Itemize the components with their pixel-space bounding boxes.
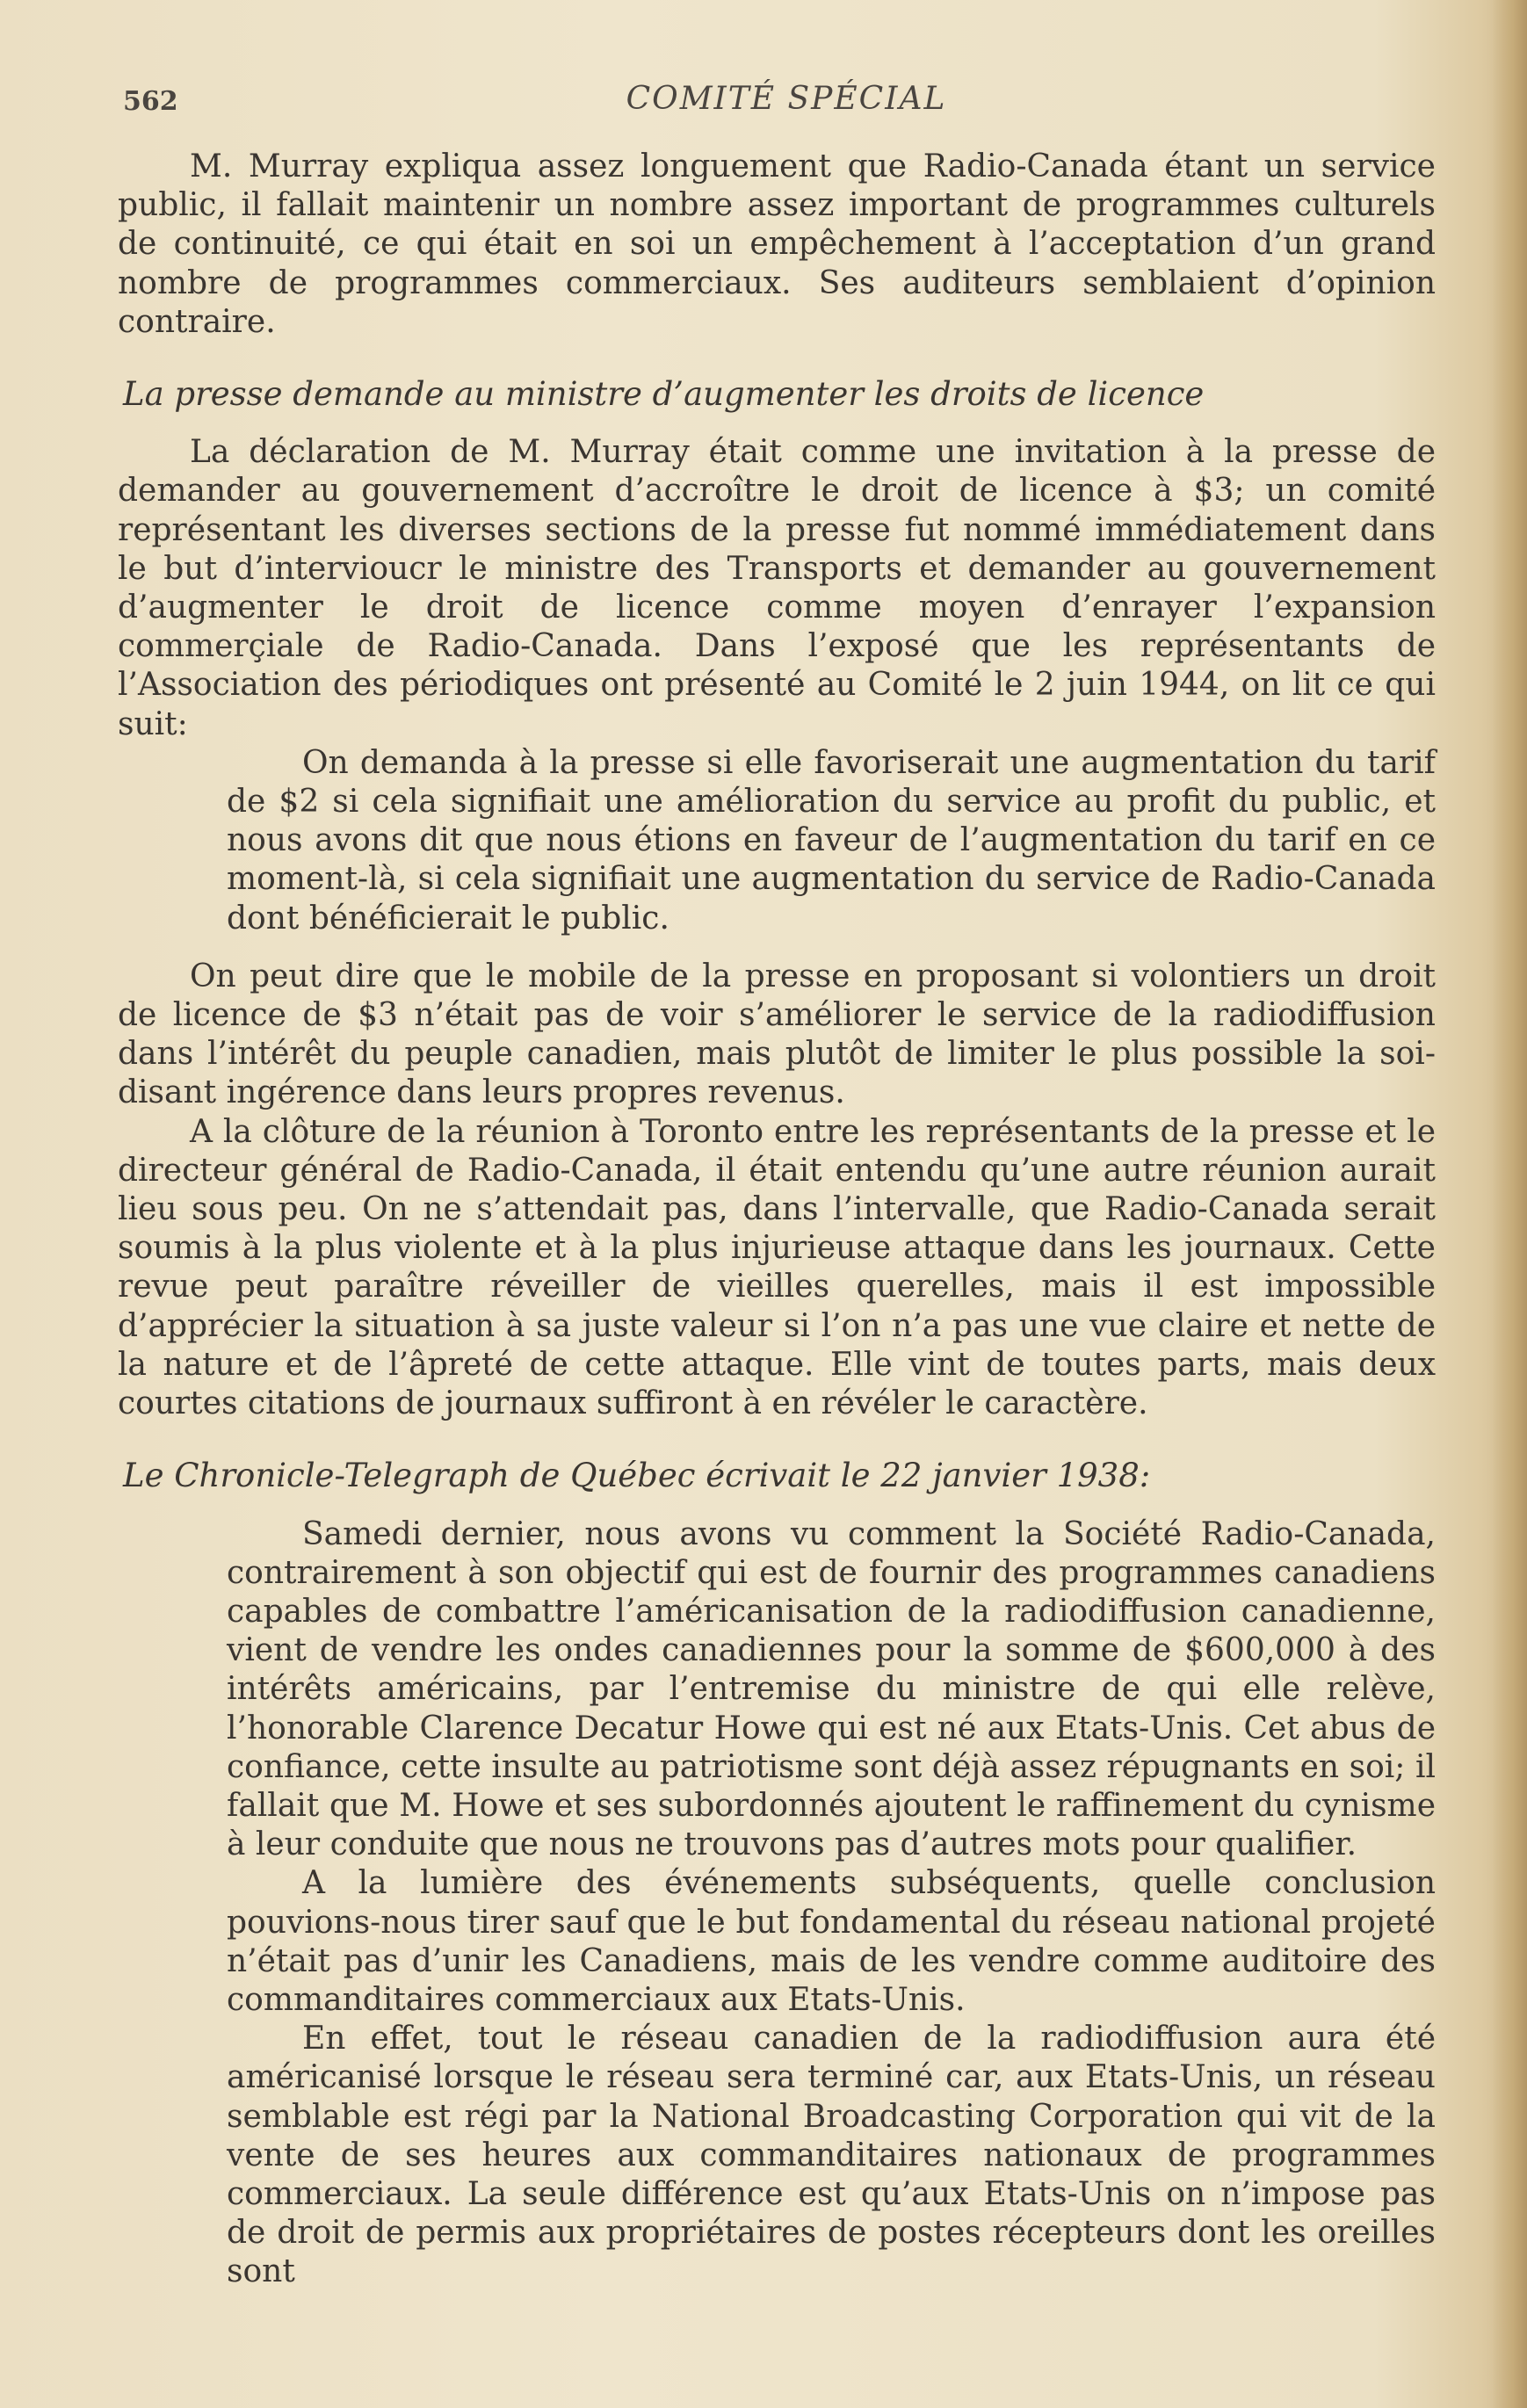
quote-chronicle — [227, 1515, 1436, 2292]
section-heading-presse: La presse demande au ministre d’augmenter les droits de licence — [123, 375, 1205, 414]
paragraph-murray: M. Murray expliqua assez longuement que Radio-Canada étant un service public, il fallait maintenir un nombre assez important de programmes culturels de continuité, ce qui était en soi un empêchement à l’acceptation d’un grand nombre de programmes commerciaux. Ses auditeurs semblaient d’opinion contraire. — [118, 148, 1436, 340]
section-heading-chronicle: Le Chronicle-Telegraph de Québec écrivait le 22 janvier 1938: — [123, 1457, 1151, 1495]
running-title: COMITÉ SPÉCIAL — [626, 81, 947, 117]
quote-paragraph: Samedi dernier, nous avons vu comment la Société Radio-Canada, contrairement à son objectif qui est de fournir des programmes canadiens capables de combattre l’américanisation de la radiodiffusion canadienne, vient de vendre les ondes canadiennes pour la somme de $600,000 à des intérêts américains, par l’entremise du ministre de qui elle relève, l’honorable Clarence Decatur Howe qui est né aux Etats-Unis. Cet abus de confiance, cette insulte au patriotisme sont déjà assez répugnants en soi; il fallait que M. Howe et ses subordonnés ajoutent le raffinement du cynisme à leur conduite que nous ne trouvons pas d’autres mots pour qualifier. — [227, 1515, 1436, 1863]
page-edge-shadow — [1492, 0, 1527, 2408]
page-number: 562 — [123, 86, 178, 117]
page-body — [118, 148, 1436, 2292]
paragraph-declaration: La déclaration de M. Murray était comme une invitation à la presse de demander au gouvernement d’accroître le droit de licence à $3; un comité représentant les diverses sections de la presse fut nommé immédiatement dans le but d’intervioucr le ministre des Transports et demander au gouvernement d’augmenter le droit de licence comme moyen d’enrayer l’expansion commerçiale de Radio-Canada. Dans l’exposé que les représentants de l’Association des périodiques ont présenté au Comité le 2 juin 1944, on lit ce qui suit: — [118, 434, 1436, 742]
quote-paragraph: A la lumière des événements subséquents, quelle conclusion pouvions-nous tirer sauf que le but fondamental du réseau national projeté n’était pas d’unir les Canadiens, mais de les vendre comme auditoire des commanditaires commerciaux aux Etats-Unis. — [227, 1865, 1436, 2018]
paragraph-cloture: A la clôture de la réunion à Toronto entre les représentants de la presse et le directeur général de Radio-Canada, il était entendu qu’une autre réunion aurait lieu sous peu. On ne s’attendait pas, dans l’intervalle, que Radio-Canada serait soumis à la plus violente et à la plus injurieuse attaque dans les journaux. Cette revue peut paraître réveiller de vieilles querelles, mais il est impossible d’apprécier la situation à sa juste valeur si l’on n’a pas une vue claire et nette de la nature et de l’âpreté de cette attaque. Elle vint de toutes parts, mais deux courtes citations de journaux suffiront à en révéler le caractère. — [118, 1113, 1436, 1422]
page-header — [123, 81, 1450, 125]
paragraph-mobile: On peut dire que le mobile de la presse en proposant si volontiers un droit de licence de $3 n’était pas de voir s’améliorer le service de la radiodiffusion dans l’intérêt du peuple canadien, mais plutôt de limiter le plus possible la soi-disant ingérence dans leurs propres revenus. — [118, 958, 1436, 1111]
quote-paragraph: En effet, tout le réseau canadien de la radiodiffusion aura été américanisé lorsque le réseau sera terminé car, aux Etats-Unis, un réseau semblable est régi par la National Broadcasting Corporation qui vit de la vente de ses heures aux commanditaires nationaux de programmes commerciaux. La seule différence est qu’aux Etats-Unis on n’impose pas de droit de permis aux propriétaires de postes récepteurs dont les oreilles sont — [227, 2021, 1436, 2290]
quote-periodiques — [227, 744, 1436, 938]
quote-paragraph: On demanda à la presse si elle favoriserait une augmentation du tarif de $2 si cela signifiait une amélioration du service au profit du public, et nous avons dit que nous étions en faveur de l’augmentation du tarif en ce moment-là, si cela signifiait une augmentation du service de Radio-Canada dont bénéficierait le public. — [227, 744, 1436, 936]
